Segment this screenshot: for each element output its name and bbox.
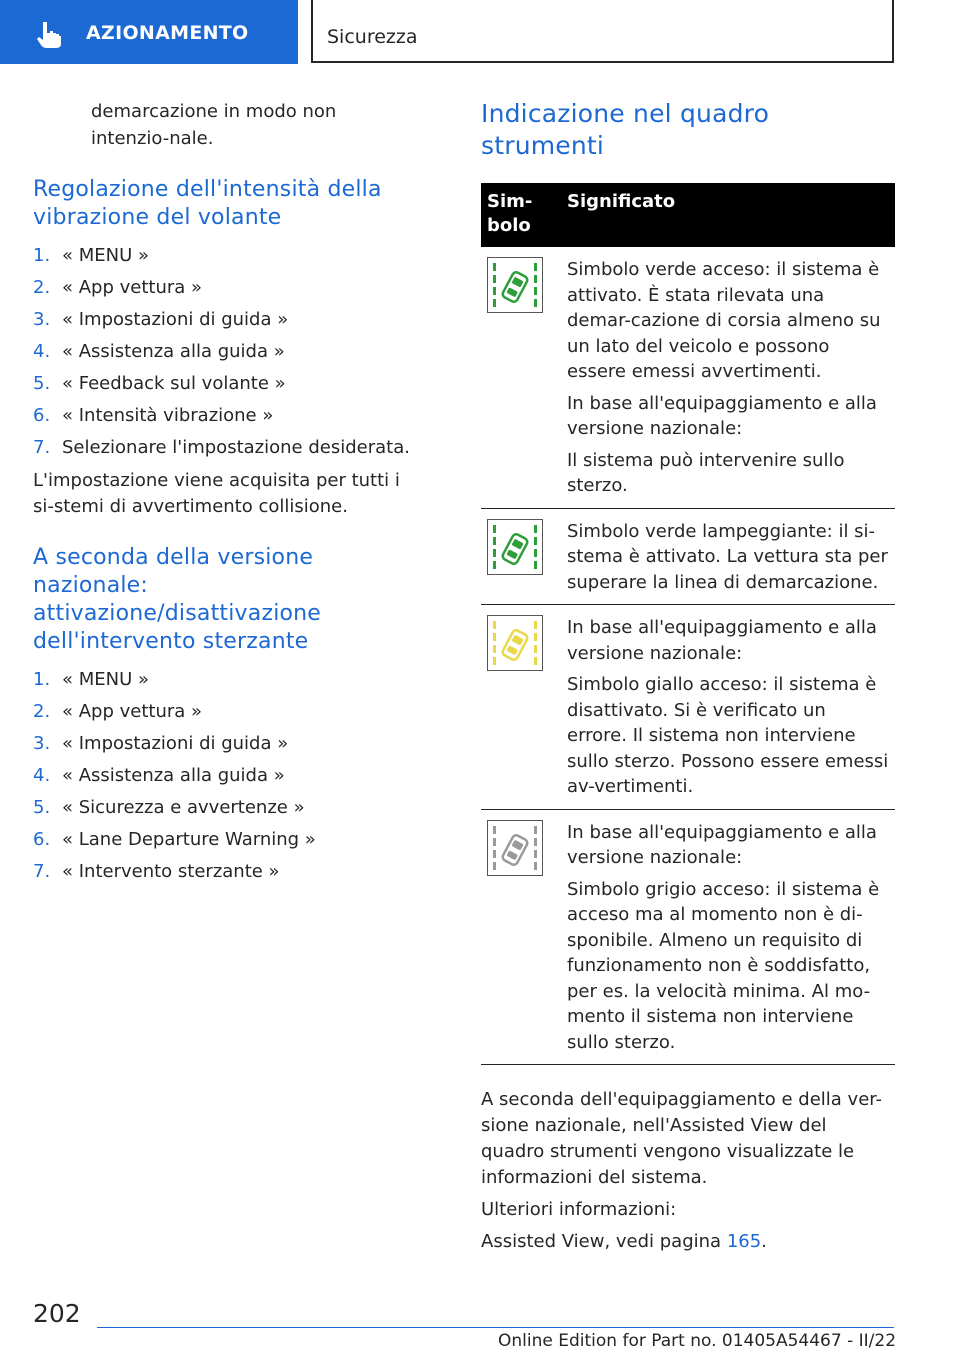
step-text: « MENU » bbox=[62, 669, 150, 690]
left-column bbox=[33, 98, 417, 888]
step-text: Selezionare l'impostazione desiderata. bbox=[62, 437, 410, 458]
list-item bbox=[33, 856, 417, 888]
list-item bbox=[33, 400, 417, 432]
step-text: « MENU » bbox=[62, 245, 150, 266]
more-info-label: Ulteriori informazioni: bbox=[481, 1199, 677, 1220]
page-link[interactable]: 165 bbox=[726, 1231, 762, 1252]
meaning-cell bbox=[561, 605, 895, 810]
symbol-cell bbox=[481, 247, 561, 508]
list-item bbox=[33, 760, 417, 792]
step-text: « Sicurezza e avvertenze » bbox=[62, 797, 305, 818]
step-number: 2. bbox=[33, 277, 51, 298]
meaning-paragraph: In base all'equipaggiamento e alla versione nazionale: bbox=[567, 392, 877, 439]
reference-suffix: . bbox=[761, 1231, 767, 1252]
step-number: 6. bbox=[33, 829, 51, 850]
lane-departure-green-icon bbox=[487, 257, 543, 313]
list-item bbox=[33, 664, 417, 696]
meaning-paragraph: In base all'equipaggiamento e alla versione nazionale: bbox=[567, 617, 877, 664]
step-text: « Lane Departure Warning » bbox=[62, 829, 316, 850]
step-number: 7. bbox=[33, 861, 51, 882]
section-heading-vibration: Regolazione dell'intensità della vibrazione del volante bbox=[33, 177, 382, 230]
footer-divider bbox=[97, 1327, 894, 1328]
step-number: 3. bbox=[33, 733, 51, 754]
step-number: 4. bbox=[33, 765, 51, 786]
page-number: 202 bbox=[33, 1299, 81, 1328]
meaning-paragraph: Simbolo verde acceso: il sistema è attivato. È stata rilevata una demar-cazione di corsia almeno su un lato del veicolo e possono essere emessi avvertimenti. bbox=[567, 259, 881, 382]
chapter-title: Sicurezza bbox=[327, 26, 418, 48]
section-tab[interactable] bbox=[0, 0, 298, 64]
list-item bbox=[33, 432, 417, 464]
meaning-cell bbox=[561, 508, 895, 605]
meaning-cell bbox=[561, 247, 895, 508]
list-item bbox=[33, 792, 417, 824]
step-number: 6. bbox=[33, 405, 51, 426]
section-heading-steering: A seconda della versione nazionale: attivazione/disattivazione dell'intervento sterzante bbox=[33, 545, 322, 654]
meaning-paragraph: Il sistema può intervenire sullo sterzo. bbox=[567, 449, 845, 496]
step-text: « Impostazioni di guida » bbox=[62, 733, 289, 754]
step-text: « Assistenza alla guida » bbox=[62, 765, 285, 786]
table-row bbox=[481, 508, 895, 605]
column-header-symbol: Sim-bolo bbox=[481, 183, 561, 247]
edition-note: Online Edition for Part no. 01405A54467 - II/22 bbox=[498, 1331, 897, 1351]
step-text: « Intervento sterzante » bbox=[62, 861, 280, 882]
symbol-cell bbox=[481, 809, 561, 1065]
step-text: « Feedback sul volante » bbox=[62, 373, 286, 394]
step-text: « App vettura » bbox=[62, 277, 203, 298]
symbol-cell bbox=[481, 605, 561, 810]
column-header-meaning: Significato bbox=[561, 183, 895, 247]
meaning-cell bbox=[561, 809, 895, 1065]
list-item bbox=[33, 336, 417, 368]
list-item bbox=[33, 728, 417, 760]
step-number: 1. bbox=[33, 245, 51, 266]
pointing-hand-icon bbox=[34, 20, 66, 50]
meaning-paragraph: In base all'equipaggiamento e alla versione nazionale: bbox=[567, 821, 877, 868]
list-item bbox=[33, 696, 417, 728]
step-text: « App vettura » bbox=[62, 701, 203, 722]
reference-text: Assisted View, vedi pagina bbox=[481, 1231, 727, 1252]
continued-text: demarcazione in modo non intenzio-nale. bbox=[91, 101, 337, 149]
lane-departure-yellow-icon bbox=[487, 615, 543, 671]
table-header-row bbox=[481, 183, 895, 247]
right-column bbox=[481, 98, 895, 1255]
list-item bbox=[33, 368, 417, 400]
symbol-cell bbox=[481, 508, 561, 605]
symbol-table bbox=[481, 183, 895, 1065]
steps-list-steering bbox=[33, 664, 417, 888]
step-number: 4. bbox=[33, 341, 51, 362]
step-text: « Assistenza alla guida » bbox=[62, 341, 285, 362]
meaning-paragraph: Simbolo verde lampeggiante: il si-stema è attivato. La vettura sta per superare la linea di demarcazione. bbox=[567, 520, 888, 593]
section-title: AZIONAMENTO bbox=[86, 22, 249, 44]
step-number: 7. bbox=[33, 437, 51, 458]
meaning-paragraph: Simbolo giallo acceso: il sistema è disattivato. Si è verificato un errore. Il sistema non interviene sullo sterzo. Possono essere emessi av-vertimenti. bbox=[567, 674, 889, 797]
table-row bbox=[481, 605, 895, 810]
step-number: 2. bbox=[33, 701, 51, 722]
list-item bbox=[33, 272, 417, 304]
step-text: « Intensità vibrazione » bbox=[62, 405, 274, 426]
lane-departure-green-flashing-icon bbox=[487, 519, 543, 575]
step-text: « Impostazioni di guida » bbox=[62, 309, 289, 330]
meaning-paragraph: Simbolo grigio acceso: il sistema è acceso ma al momento non è di-sponibile. Almeno un requisito di funzionamento non è soddisfatto, per es. la velocità minima. Al mo-mento il sistema non interviene sullo sterzo. bbox=[567, 878, 880, 1053]
step-number: 3. bbox=[33, 309, 51, 330]
assisted-view-reference bbox=[481, 1229, 895, 1255]
chapter-header bbox=[311, 0, 894, 63]
step-number: 1. bbox=[33, 669, 51, 690]
step-number: 5. bbox=[33, 797, 51, 818]
step-number: 5. bbox=[33, 373, 51, 394]
list-item bbox=[33, 304, 417, 336]
assisted-view-info: A seconda dell'equipaggiamento e della ver-sione nazionale, nell'Assisted View del quadro strumenti vengono visualizzate le informazioni del sistema. bbox=[481, 1089, 883, 1188]
vibration-note: L'impostazione viene acquisita per tutti i si-stemi di avvertimento collisione. bbox=[33, 470, 400, 517]
list-item bbox=[33, 240, 417, 272]
steps-list-vibration bbox=[33, 240, 417, 464]
table-row bbox=[481, 247, 895, 508]
table-row bbox=[481, 809, 895, 1065]
lane-departure-grey-icon bbox=[487, 820, 543, 876]
section-heading-cluster: Indicazione nel quadro strumenti bbox=[481, 99, 770, 160]
list-item bbox=[33, 824, 417, 856]
